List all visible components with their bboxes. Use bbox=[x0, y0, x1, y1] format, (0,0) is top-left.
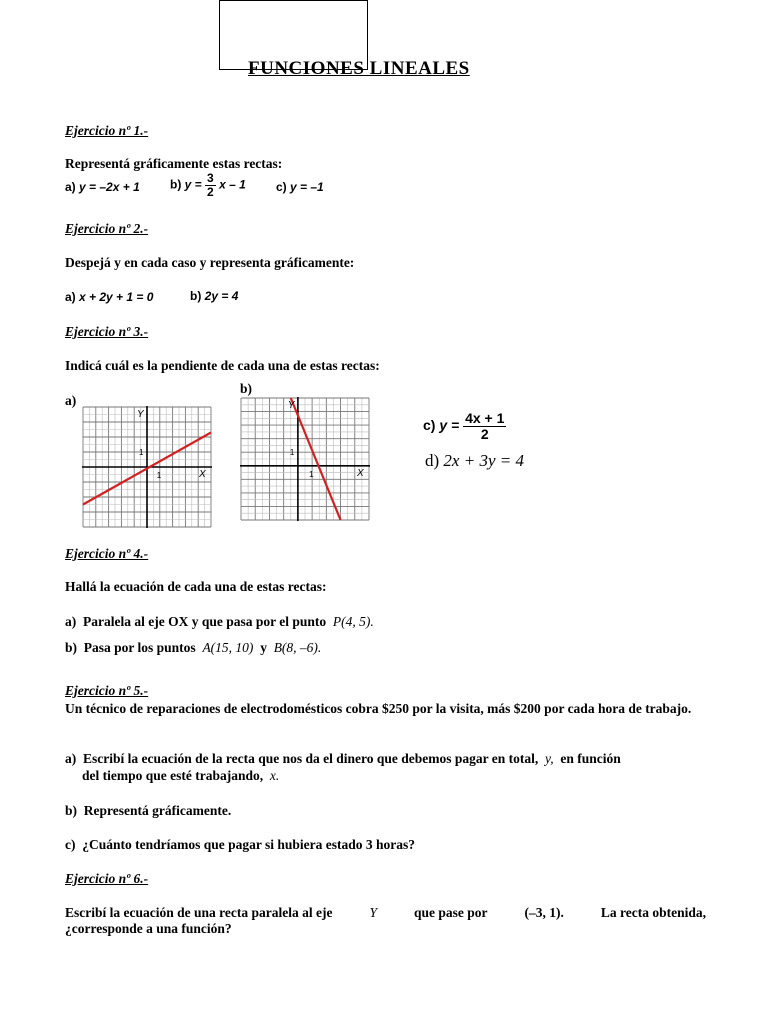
graph-a-x-tick: 1 bbox=[156, 471, 162, 480]
item-a-point: P(4, 5). bbox=[332, 614, 374, 629]
exercise-5-item-a bbox=[65, 751, 621, 767]
item-b-label: b) bbox=[65, 803, 78, 818]
exercise-1-item-a bbox=[65, 180, 140, 194]
exercise-3-item-d bbox=[425, 451, 524, 471]
exercise-6-text-1: Escribí la ecuación de una recta paralela al eje bbox=[65, 905, 333, 920]
item-b-conjunction: y bbox=[260, 640, 267, 655]
graph-b bbox=[240, 397, 370, 521]
exercise-6-line-2: ¿corresponde a una función? bbox=[65, 921, 232, 936]
exercise-2-item-a bbox=[65, 290, 153, 304]
exercise-3-instruction: Indicá cuál es la pendiente de cada una de estas rectas: bbox=[65, 358, 380, 373]
item-b-point-2: B(8, –6). bbox=[273, 640, 322, 655]
item-b-point-1: A(15, 10) bbox=[202, 640, 254, 655]
item-a-label: a) bbox=[65, 180, 76, 194]
page-title: FUNCIONES LINEALES bbox=[248, 58, 470, 79]
exercise-5-title: Ejercicio nº 5.- bbox=[65, 683, 149, 698]
exercise-6-line-1 bbox=[65, 905, 706, 921]
exercise-1-item-c bbox=[276, 180, 324, 194]
exercise-2-title: Ejercicio nº 2.- bbox=[65, 221, 149, 236]
item-b-text: Pasa por los puntos bbox=[83, 640, 196, 655]
graph-a-x-axis-label: X bbox=[199, 469, 206, 480]
item-d-expression: 2x + 3y = 4 bbox=[443, 451, 524, 470]
item-c-text: ¿Cuánto tendríamos que pagar si hubiera estado 3 horas? bbox=[82, 837, 416, 852]
item-d-label: d) bbox=[425, 451, 440, 470]
item-b-lhs: y = bbox=[184, 177, 202, 192]
graph-b-grid bbox=[241, 398, 369, 520]
item-b-expression: 2y = 4 bbox=[204, 289, 239, 303]
item-b-label: b) bbox=[65, 640, 78, 655]
item-c-expression: y = –1 bbox=[290, 180, 324, 194]
exercise-4-title: Ejercicio nº 4.- bbox=[65, 546, 149, 561]
item-a-text: Paralela al eje OX y que pasa por el punto bbox=[83, 614, 327, 629]
item-b-label: b) bbox=[190, 289, 202, 303]
graph-b-y-axis-label: Y bbox=[287, 400, 295, 411]
exercise-5-item-b bbox=[65, 803, 231, 819]
item-a-text-2: en función bbox=[560, 751, 621, 766]
item-a-var-x: x. bbox=[269, 768, 280, 783]
item-a-label: a) bbox=[65, 290, 76, 304]
fraction-denominator: 2 bbox=[207, 184, 214, 199]
fraction-numerator: 4x + 1 bbox=[465, 410, 505, 426]
exercise-1-title: Ejercicio nº 1.- bbox=[65, 123, 149, 138]
item-b-label: b) bbox=[170, 177, 182, 192]
graph-a-label: a) bbox=[65, 393, 77, 408]
exercise-1-item-b bbox=[170, 172, 246, 198]
item-a-label: a) bbox=[65, 614, 77, 629]
graph-a bbox=[82, 406, 212, 528]
graph-a-y-tick: 1 bbox=[139, 448, 144, 457]
exercise-6-axis: Y bbox=[369, 905, 377, 920]
item-a-text-3: del tiempo que esté trabajando, bbox=[82, 768, 264, 783]
item-b-text: Representá gráficamente. bbox=[83, 803, 232, 818]
exercise-6-point: (–3, 1). bbox=[524, 905, 564, 920]
exercise-6-text-2: que pase por bbox=[413, 905, 488, 920]
exercise-2-instruction: Despejá y en cada caso y representa gráficamente: bbox=[65, 255, 355, 270]
item-b-fraction bbox=[205, 172, 216, 198]
exercise-5-item-a-line-2 bbox=[82, 768, 279, 784]
item-b-rhs: x – 1 bbox=[219, 177, 246, 192]
exercise-6-text-3: La recta obtenida, bbox=[600, 905, 706, 920]
exercise-3-title: Ejercicio nº 3.- bbox=[65, 324, 149, 339]
item-c-fraction bbox=[463, 411, 506, 441]
exercise-4-item-b bbox=[65, 640, 321, 656]
item-a-label: a) bbox=[65, 751, 77, 766]
graph-a-y-axis-label: Y bbox=[137, 409, 144, 420]
item-a-var-y: y, bbox=[545, 751, 554, 766]
exercise-5-item-c bbox=[65, 837, 415, 853]
item-a-expression: y = –2x + 1 bbox=[79, 180, 140, 194]
exercise-4-item-a bbox=[65, 614, 374, 630]
exercise-2-item-b bbox=[190, 289, 238, 303]
item-c-lhs: y = bbox=[439, 416, 460, 433]
item-a-text-1: Escribí la ecuación de la recta que nos da el dinero que debemos pagar en total, bbox=[83, 751, 539, 766]
item-a-expression: x + 2y + 1 = 0 bbox=[79, 290, 154, 304]
fraction-denominator: 2 bbox=[480, 425, 489, 442]
item-c-label: c) bbox=[423, 416, 436, 433]
item-c-label: c) bbox=[65, 837, 76, 852]
graph-b-label: b) bbox=[240, 381, 253, 396]
graph-b-x-tick: 1 bbox=[309, 469, 314, 479]
exercise-5-intro: Un técnico de reparaciones de electrodomésticos cobra $250 por la visita, más $200 por cada hora de trabajo. bbox=[65, 701, 692, 716]
exercise-3-item-c bbox=[423, 411, 506, 441]
exercise-6-title: Ejercicio nº 6.- bbox=[65, 871, 149, 886]
exercise-1-instruction: Representá gráficamente estas rectas: bbox=[65, 156, 283, 171]
graph-b-y-tick: 1 bbox=[289, 448, 295, 458]
exercise-4-instruction: Hallá la ecuación de cada una de estas rectas: bbox=[65, 579, 327, 594]
fraction-numerator: 3 bbox=[207, 171, 214, 185]
graph-b-x-axis-label: X bbox=[357, 467, 364, 479]
item-c-label: c) bbox=[276, 180, 287, 194]
